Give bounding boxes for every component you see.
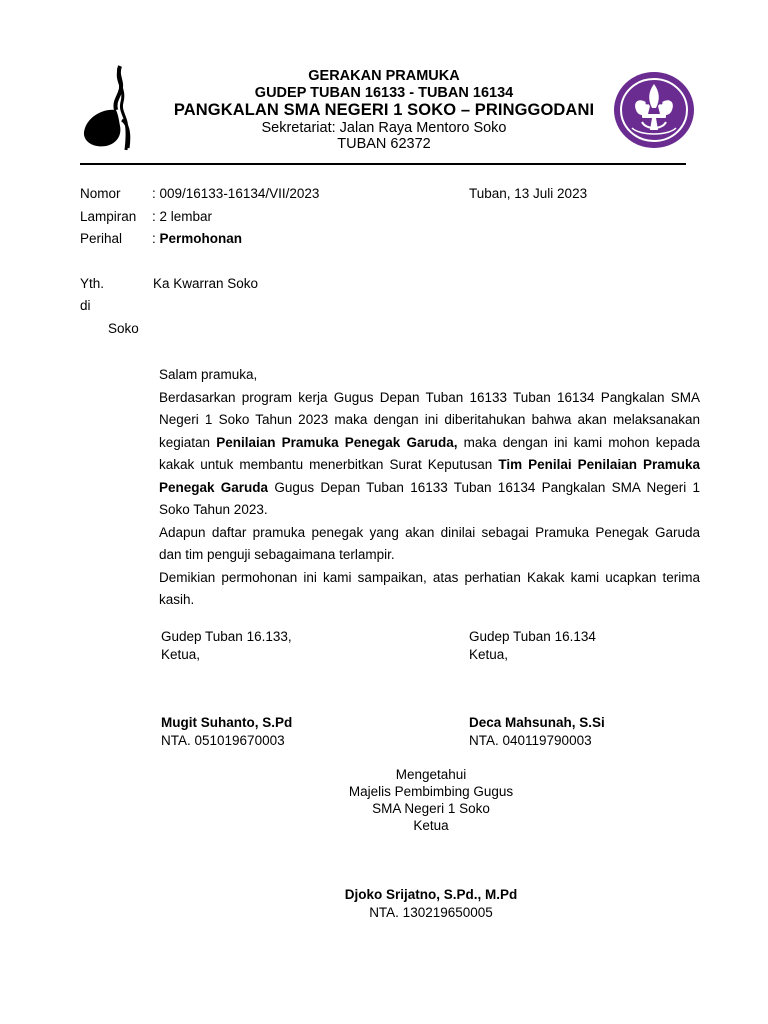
sig-center-name: Djoko Srijatno, S.Pd., M.Pd xyxy=(344,887,518,902)
greeting: Salam pramuka, xyxy=(159,367,258,382)
lampiran-value: : 2 lembar xyxy=(152,209,213,224)
sig-right-unit: Gudep Tuban 16.134 xyxy=(469,629,596,644)
sig-center-nta: NTA. 130219650005 xyxy=(369,905,493,920)
nomor-label: Nomor xyxy=(80,186,121,201)
p1-text-c: maka dengan ini kami mohon kepada kakak untuk membantu menerbitkan Surat Keputusan xyxy=(159,434,700,472)
sig-center-l3: SMA Negeri 1 Soko xyxy=(372,801,490,816)
sig-center-l4: Ketua xyxy=(413,818,449,833)
address: Sekretariat: Jalan Raya Mentoro Soko xyxy=(261,120,507,136)
sig-right-name: Deca Mahsunah, S.Si xyxy=(469,715,605,730)
recipient-place: Soko xyxy=(108,321,139,336)
letter-date: Tuban, 13 Juli 2023 xyxy=(469,186,588,201)
school-name: PANGKALAN SMA NEGERI 1 SOKO – PRINGGODANI xyxy=(173,101,595,119)
sig-right-role: Ketua, xyxy=(469,647,509,662)
city: TUBAN 62372 xyxy=(337,136,431,152)
p1-bold-activity: Penilaian Pramuka Penegak Garuda, xyxy=(216,434,458,450)
header-divider xyxy=(80,163,686,165)
p1-text-a: Berdasarkan program kerja Gugus Depan Tuban 16133 Tuban 16134 Pangkalan SMA Negeri 1 Soko Tahun 2023 maka dengan ini diberitahukan bahwa akan melaksanakan kegiatan xyxy=(159,389,700,450)
perihal-label: Perihal xyxy=(80,231,123,246)
p1-text-e: Gugus Depan Tuban 16133 Tuban 16134 Pangkalan SMA Negeri 1 Soko Tahun 2023. xyxy=(159,479,700,517)
nomor-value: : 009/16133-16134/VII/2023 xyxy=(152,186,320,201)
lampiran-label: Lampiran xyxy=(80,209,137,224)
sig-left-name: Mugit Suhanto, S.Pd xyxy=(161,715,293,730)
paragraph-2: Adapun daftar pramuka penegak yang akan dinilai sebagai Pramuka Penegak Garuda dan tim penguji sebagaimana terlampir. xyxy=(159,524,700,562)
perihal-colon: : xyxy=(152,231,160,246)
sig-left-role: Ketua, xyxy=(161,647,201,662)
sig-left-unit: Gudep Tuban 16.133, xyxy=(161,629,292,644)
recipient-name: Ka Kwarran Soko xyxy=(153,276,259,291)
paragraph-3: Demikian permohonan ini kami sampaikan, atas perhatian Kakak kami ucapkan terima kasih. xyxy=(159,569,700,607)
paragraph-1 xyxy=(159,387,700,522)
perihal-value: Permohonan xyxy=(159,231,243,246)
org-name: GERAKAN PRAMUKA xyxy=(308,68,460,84)
sig-center-l1: Mengetahui xyxy=(395,767,467,782)
perihal-line xyxy=(152,231,242,247)
sig-center-l2: Majelis Pembimbing Gugus xyxy=(348,784,514,799)
di-label: di xyxy=(80,298,91,313)
p1-bold-team: Tim Penilai Penilaian Pramuka Penegak Garuda xyxy=(159,457,701,495)
sig-left-nta: NTA. 051019670003 xyxy=(161,733,285,748)
sig-right-nta: NTA. 040119790003 xyxy=(469,733,592,748)
yth-label: Yth. xyxy=(80,276,105,291)
gudep-name: GUDEP TUBAN 16133 - TUBAN 16134 xyxy=(254,85,514,101)
letter-body xyxy=(159,364,700,612)
